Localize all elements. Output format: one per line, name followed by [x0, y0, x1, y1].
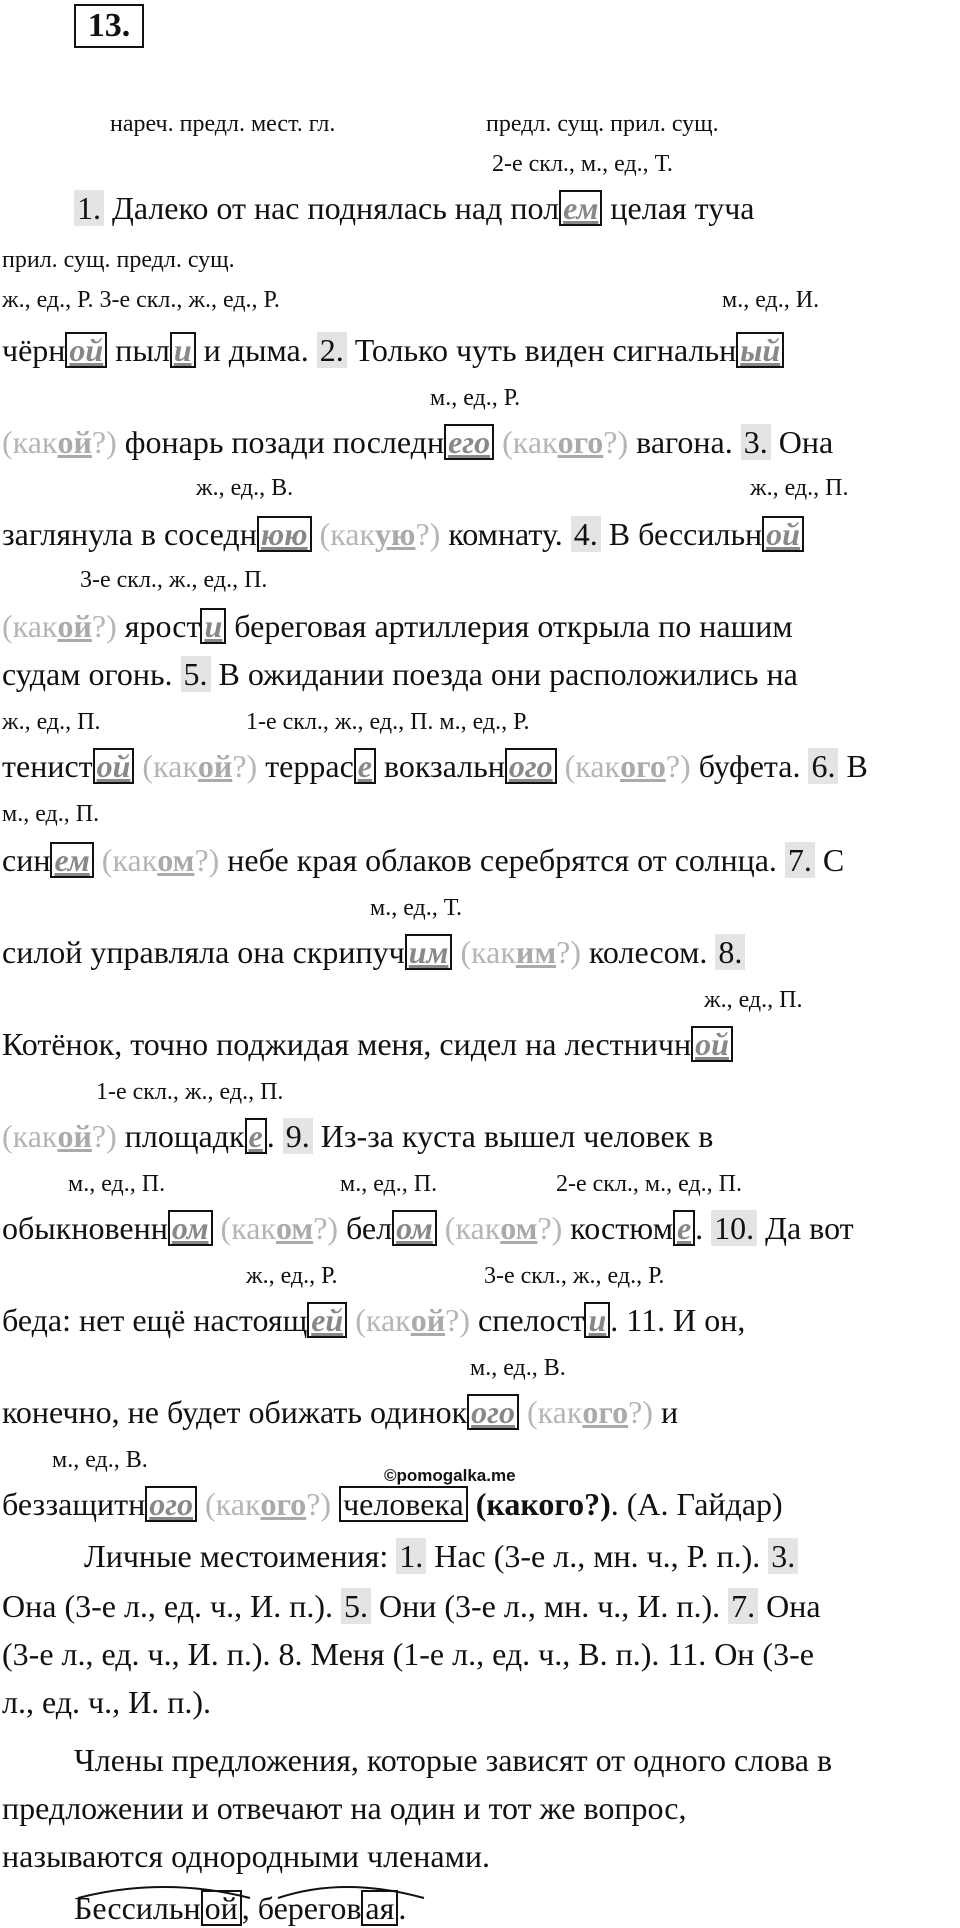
text-line: обыкновенн ом (каком?) бел ом (каком?) костюм е . 10. Да вот	[2, 1210, 854, 1246]
sentence-number: 3.	[741, 424, 771, 460]
text-line: (какой?) фонарь позади последн его (какого?) вагона. 3. Она	[2, 424, 834, 460]
annotation: 3-е скл., ж., ед., Р.	[484, 1263, 665, 1289]
ending-box: ой	[93, 748, 135, 784]
text-line: силой управляла она скрипуч им (каким?) колесом. 8.	[2, 932, 745, 972]
text-line: (3-е л., ед. ч., И. п.). 8. Меня (1-е л., ед. ч., В. п.). 11. Он (3-е	[2, 1636, 814, 1672]
sentence-number: 7.	[785, 842, 815, 878]
text-line: син ем (каком?) небе края облаков серебрятся от солнца. 7. С	[2, 842, 845, 878]
sentence-number: 6.	[808, 748, 838, 784]
question-hint: (какой?)	[142, 748, 258, 784]
question-hint: (какого?)	[205, 1486, 332, 1522]
annotation: м., ед., В.	[470, 1355, 566, 1381]
ending-box: ей	[307, 1302, 347, 1338]
annotation: м., ед., П.	[2, 801, 100, 827]
ending-box: ой	[762, 516, 804, 552]
question-hint: (какого?)	[564, 748, 691, 784]
annotation: м., ед., Т.	[370, 895, 462, 921]
question-hint: (какого?)	[502, 424, 629, 460]
text-line: Она (3-е л., ед. ч., И. п.). 5. Они (3-е л., мн. ч., И. п.). 7. Она	[2, 1588, 821, 1624]
text: Далеко от нас поднялась над пол	[112, 190, 560, 226]
text: целая туча	[610, 190, 755, 226]
text-line	[74, 188, 754, 228]
sentence-number: 8.	[715, 934, 745, 970]
text-line: (какой?) ярост и береговая артиллерия открыла по нашим	[2, 608, 793, 644]
ending-box: е	[354, 748, 376, 784]
ending-box: е	[673, 1210, 695, 1246]
sentence-number: 1.	[74, 190, 104, 226]
ending-box: юю	[257, 516, 312, 552]
text-line: беда: нет ещё настоящ ей (какой?) спелост и . 11. И он,	[2, 1302, 746, 1338]
annotation: м., ед., И.	[722, 287, 820, 313]
ending-box: ая	[361, 1890, 398, 1926]
question-hint: (какой?)	[2, 608, 117, 644]
text-line: Личные местоимения: 1. Нас (3-е л., мн. ч., Р. п.). 3.	[84, 1536, 798, 1576]
watermark: ©pomogalka.me	[384, 1466, 516, 1485]
annotation: нареч. предл. мест. гл.	[110, 111, 336, 137]
text-line: судам огонь. 5. В ожидании поезда они расположились на	[2, 656, 798, 692]
text-line: Бессильн ой , берегов ая .	[74, 1890, 407, 1926]
annotation: ж., ед., Р. 3-е скл., ж., ед., Р.	[2, 287, 280, 313]
ending-box: ем	[50, 842, 93, 878]
ending-box: ой	[201, 1890, 242, 1926]
exercise-number: 13.	[74, 4, 144, 48]
ending-box: е	[245, 1118, 267, 1154]
question-hint: (каком?)	[220, 1210, 339, 1246]
ending-box: ом	[392, 1210, 437, 1246]
noun-box: человека	[339, 1486, 468, 1522]
ending-box: ый	[736, 332, 784, 368]
text-line: тенист ой (какой?) террас е вокзальн ого (какого?) буфета. 6. В	[2, 748, 868, 784]
question-hint: (каким?)	[460, 934, 581, 970]
question-hint: (какой?)	[355, 1302, 470, 1338]
annotation: предл. сущ. прил. сущ.	[486, 111, 719, 137]
question-hint: (какой?)	[2, 1118, 117, 1154]
annotation: м., ед., П.	[68, 1171, 166, 1197]
ending-box: и	[584, 1302, 610, 1338]
annotation: м., ед., Р.	[430, 385, 521, 411]
annotation: ж., ед., В.	[196, 475, 294, 501]
text-line: л., ед. ч., И. п.).	[2, 1684, 212, 1720]
text-line: Члены предложения, которые зависят от одного слова в	[74, 1742, 833, 1778]
annotation: ж., ед., Р.	[246, 1263, 338, 1289]
text-line: предложении и отвечают на один и тот же вопрос,	[2, 1790, 687, 1826]
ending-box: ого	[145, 1486, 197, 1522]
text-line: заглянула в соседн юю (какую?) комнату. 4. В бессильн ой	[2, 514, 804, 554]
text-line: конечно, не будет обижать одинок ого (какого?) и	[2, 1394, 679, 1430]
annotation: 1-е скл., ж., ед., П.	[96, 1079, 284, 1105]
annotation: прил. сущ. предл. сущ.	[2, 247, 235, 273]
annotation: 1-е скл., ж., ед., П. м., ед., Р.	[246, 709, 530, 735]
ending-box: ем	[559, 190, 602, 226]
ending-box: ого	[505, 748, 557, 784]
text-line: Котёнок, точно поджидая меня, сидел на лестничн ой	[2, 1024, 733, 1064]
question-hint: (какого?)	[526, 1394, 654, 1430]
text-line: чёрн ой пыл и и дыма. 2. Только чуть виден сигнальн ый	[2, 330, 784, 370]
text-line: беззащитн ого (какого?) человека (какого?). (А. Гайдар)	[2, 1486, 783, 1522]
ending-box: ой	[65, 332, 107, 368]
annotation: м., ед., П.	[340, 1171, 438, 1197]
annotation: 2-е скл., м., ед., Т.	[492, 151, 673, 177]
ending-box: им	[405, 934, 453, 970]
question-hint: (какой?)	[2, 424, 117, 460]
ending-box: ой	[691, 1026, 733, 1062]
text-line: называются однородными членами.	[2, 1838, 490, 1874]
ending-box: его	[444, 424, 494, 460]
ending-box: ого	[467, 1394, 519, 1430]
question-hint: (какую?)	[319, 516, 441, 552]
sentence-number: 5.	[181, 656, 211, 692]
sentence-number: 4.	[571, 516, 601, 552]
question-hint: (каком?)	[444, 1210, 563, 1246]
question-hint: (каком?)	[101, 842, 220, 878]
sentence-number: 2.	[317, 332, 347, 368]
annotation: ж., ед., П.	[704, 987, 803, 1013]
ending-box: ом	[168, 1210, 213, 1246]
annotation: ж., ед., П.	[750, 475, 849, 501]
annotation: м., ед., В.	[52, 1447, 148, 1473]
ending-box: и	[170, 332, 196, 368]
annotation: ж., ед., П.	[2, 709, 101, 735]
sentence-number: 9.	[283, 1118, 313, 1154]
text-line: (какой?) площадк е . 9. Из-за куста вышел человек в	[2, 1118, 714, 1154]
ending-box: и	[200, 608, 226, 644]
annotation: 2-е скл., м., ед., П.	[556, 1171, 742, 1197]
annotation: 3-е скл., ж., ед., П.	[80, 567, 268, 593]
sentence-number: 10.	[711, 1210, 757, 1246]
